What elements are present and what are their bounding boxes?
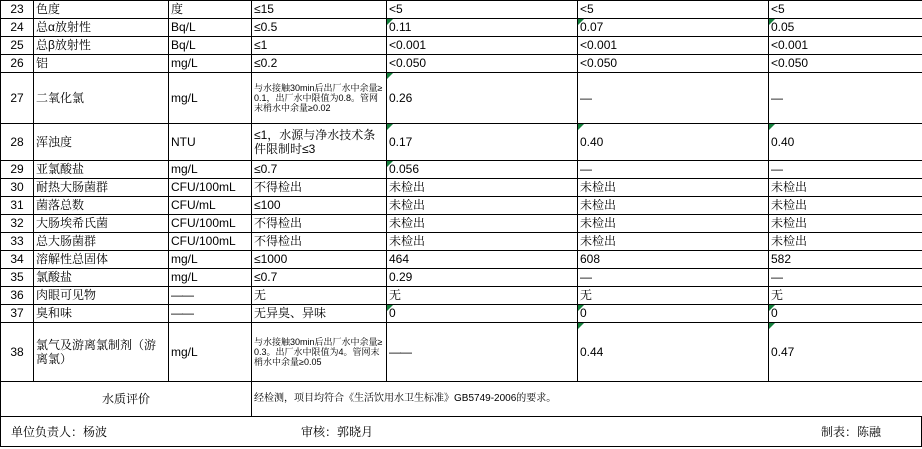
row-unit: CFU/100mL (169, 215, 252, 233)
row-item-name: 二氧化氯 (34, 73, 169, 124)
value-text: 608 (580, 252, 601, 267)
value-text: —— (389, 344, 411, 359)
row-number: 30 (1, 179, 34, 197)
table-row (1, 1, 922, 19)
table-row (1, 233, 922, 251)
row-value-plant (387, 1, 578, 19)
cell-flag-icon (387, 305, 393, 311)
row-value-tap (769, 19, 922, 37)
table-row (1, 19, 922, 37)
row-value-network (578, 55, 769, 73)
row-number: 37 (1, 305, 34, 323)
row-unit: Bq/L (169, 19, 252, 37)
row-limit: ≤1，水源与净水技术条件限制时≤3 (252, 124, 387, 161)
table-row (1, 124, 922, 161)
row-value-plant (387, 251, 578, 269)
table-row (1, 73, 922, 124)
row-value-tap (769, 73, 922, 124)
row-item-name: 铝 (34, 55, 169, 73)
row-item-name: 总β放射性 (34, 37, 169, 55)
row-unit: mg/L (169, 73, 252, 124)
row-number: 35 (1, 269, 34, 287)
value-text: 0 (580, 306, 587, 321)
value-text: 0.26 (389, 90, 413, 105)
row-item-name: 溶解性总固体 (34, 251, 169, 269)
cell-flag-icon (578, 124, 584, 130)
report-footer (0, 417, 922, 447)
cell-flag-icon (578, 305, 584, 311)
row-limit: ≤1 (252, 37, 387, 55)
cell-flag-icon (578, 19, 584, 25)
value-text: 0.29 (389, 270, 413, 285)
row-limit: ≤100 (252, 197, 387, 215)
value-text: <0.001 (771, 38, 809, 53)
cell-flag-icon (578, 323, 584, 329)
value-text: <0.050 (580, 56, 618, 71)
row-value-network (578, 305, 769, 323)
row-value-plant (387, 161, 578, 179)
value-text: 未检出 (580, 180, 617, 195)
row-number: 29 (1, 161, 34, 179)
table-row (1, 55, 922, 73)
value-text: <0.050 (771, 56, 809, 71)
row-value-tap (769, 215, 922, 233)
row-number: 28 (1, 124, 34, 161)
row-item-name: 总α放射性 (34, 19, 169, 37)
row-value-tap (769, 37, 922, 55)
evaluation-row (1, 382, 922, 417)
table-row (1, 37, 922, 55)
row-number: 33 (1, 233, 34, 251)
value-text: 0.44 (580, 344, 604, 359)
footer-reviewer: 审核：郭晓月 (301, 425, 374, 439)
row-number: 34 (1, 251, 34, 269)
row-value-network (578, 73, 769, 124)
row-value-network (578, 197, 769, 215)
value-text: <0.050 (389, 56, 427, 71)
footer-unit-head: 单位负责人：杨波 (11, 425, 108, 439)
footer-maker: 制表：陈融 (820, 425, 881, 439)
row-unit: —— (169, 305, 252, 323)
row-number: 27 (1, 73, 34, 124)
row-limit: ≤0.7 (252, 161, 387, 179)
table-row (1, 323, 922, 382)
table-row (1, 269, 922, 287)
row-number: 25 (1, 37, 34, 55)
row-value-tap (769, 179, 922, 197)
row-unit: CFU/100mL (169, 179, 252, 197)
value-text: 无 (771, 288, 784, 303)
value-text: 未检出 (771, 198, 808, 213)
value-text: 未检出 (389, 180, 426, 195)
row-limit: ≤0.5 (252, 19, 387, 37)
row-limit: 无 (252, 287, 387, 305)
cell-flag-icon (769, 19, 775, 25)
row-value-tap (769, 287, 922, 305)
row-item-name: 大肠埃希氏菌 (34, 215, 169, 233)
row-value-tap (769, 269, 922, 287)
row-value-network (578, 215, 769, 233)
row-limit: ≤0.2 (252, 55, 387, 73)
value-text: 0.40 (771, 134, 795, 149)
value-text: <5 (389, 2, 403, 17)
row-value-tap (769, 305, 922, 323)
value-text: — (580, 270, 591, 285)
row-value-plant (387, 179, 578, 197)
row-value-tap (769, 233, 922, 251)
cell-flag-icon (769, 305, 775, 311)
row-value-plant (387, 215, 578, 233)
evaluation-text: 经检测，项目均符合《生活饮用水卫生标准》GB5749-2006的要求。 (252, 382, 922, 417)
row-unit: mg/L (169, 269, 252, 287)
row-value-network (578, 179, 769, 197)
value-text: 未检出 (389, 234, 426, 249)
row-value-network (578, 287, 769, 305)
cell-flag-icon (769, 124, 775, 130)
value-text: — (771, 162, 782, 177)
row-value-tap (769, 197, 922, 215)
row-value-tap (769, 1, 922, 19)
row-value-network (578, 251, 769, 269)
cell-flag-icon (387, 124, 393, 130)
row-item-name: 氯气及游离氯制剂（游离氯） (34, 323, 169, 382)
row-item-name: 浑浊度 (34, 124, 169, 161)
row-item-name: 亚氯酸盐 (34, 161, 169, 179)
row-value-tap (769, 124, 922, 161)
value-text: 0 (771, 306, 778, 321)
value-text: 无 (389, 288, 402, 303)
row-number: 38 (1, 323, 34, 382)
row-value-plant (387, 37, 578, 55)
value-text: 未检出 (580, 216, 617, 231)
row-value-plant (387, 197, 578, 215)
row-limit: 不得检出 (252, 233, 387, 251)
value-text: 464 (389, 252, 410, 267)
value-text: 0.07 (580, 20, 604, 35)
value-text: <5 (580, 2, 594, 17)
row-limit: 不得检出 (252, 215, 387, 233)
row-value-plant (387, 269, 578, 287)
row-unit: —— (169, 287, 252, 305)
table-row (1, 197, 922, 215)
row-item-name: 菌落总数 (34, 197, 169, 215)
value-text: 582 (771, 252, 792, 267)
table-row (1, 287, 922, 305)
value-text: 未检出 (580, 234, 617, 249)
row-value-plant (387, 323, 578, 382)
row-value-network (578, 323, 769, 382)
cell-flag-icon (387, 161, 393, 167)
row-unit: 度 (169, 1, 252, 19)
value-text: 0 (389, 306, 396, 321)
value-text: 0.40 (580, 134, 604, 149)
value-text: 0.47 (771, 344, 795, 359)
value-text: — (580, 162, 591, 177)
row-value-tap (769, 323, 922, 382)
cell-flag-icon (387, 19, 393, 25)
row-value-network (578, 1, 769, 19)
value-text: 0.05 (771, 20, 795, 35)
row-number: 23 (1, 1, 34, 19)
row-value-network (578, 269, 769, 287)
value-text: <5 (771, 2, 785, 17)
row-value-network (578, 124, 769, 161)
value-text: 0.056 (389, 162, 420, 177)
value-text: 无 (580, 288, 593, 303)
row-unit: CFU/mL (169, 197, 252, 215)
row-unit: mg/L (169, 323, 252, 382)
value-text: — (771, 90, 782, 105)
row-number: 24 (1, 19, 34, 37)
row-value-plant (387, 233, 578, 251)
row-value-network (578, 37, 769, 55)
row-value-plant (387, 55, 578, 73)
row-limit: 无异臭、异味 (252, 305, 387, 323)
row-unit: NTU (169, 124, 252, 161)
row-number: 32 (1, 215, 34, 233)
value-text: 未检出 (771, 234, 808, 249)
value-text: 未检出 (389, 216, 426, 231)
row-value-plant (387, 305, 578, 323)
cell-flag-icon (387, 73, 393, 79)
value-text: 未检出 (389, 198, 426, 213)
table-body (1, 1, 922, 417)
row-value-tap (769, 161, 922, 179)
row-value-tap (769, 251, 922, 269)
row-unit: Bq/L (169, 37, 252, 55)
value-text: 未检出 (771, 180, 808, 195)
row-limit: 不得检出 (252, 179, 387, 197)
table-row (1, 251, 922, 269)
row-item-name: 总大肠菌群 (34, 233, 169, 251)
row-number: 31 (1, 197, 34, 215)
value-text: 0.11 (389, 20, 412, 35)
value-text: — (580, 90, 591, 105)
row-unit: mg/L (169, 161, 252, 179)
value-text: 0.17 (389, 134, 413, 149)
row-limit (252, 73, 387, 124)
row-value-plant (387, 287, 578, 305)
row-value-network (578, 19, 769, 37)
table-row (1, 305, 922, 323)
row-limit (252, 323, 387, 382)
row-value-network (578, 233, 769, 251)
row-item-name: 氯酸盐 (34, 269, 169, 287)
row-value-plant (387, 73, 578, 124)
table-row (1, 179, 922, 197)
row-number: 36 (1, 287, 34, 305)
value-text: 未检出 (580, 198, 617, 213)
table-row (1, 161, 922, 179)
row-item-name: 色度 (34, 1, 169, 19)
value-text: — (771, 270, 782, 285)
value-text: 未检出 (771, 216, 808, 231)
table-row (1, 215, 922, 233)
row-limit: ≤1000 (252, 251, 387, 269)
cell-flag-icon (769, 323, 775, 329)
value-text: <0.001 (580, 38, 618, 53)
row-unit: mg/L (169, 55, 252, 73)
value-text: <0.001 (389, 38, 427, 53)
row-item-name: 臭和味 (34, 305, 169, 323)
row-unit: CFU/100mL (169, 233, 252, 251)
row-item-name: 耐热大肠菌群 (34, 179, 169, 197)
limit-note: 与水接触30min后出厂水中余量≥0.1，出厂水中限值为0.8。管网末梢水中余量≥0.02 (254, 82, 383, 114)
row-limit: ≤15 (252, 1, 387, 19)
row-value-tap (769, 55, 922, 73)
evaluation-label: 水质评价 (1, 382, 252, 417)
row-limit: ≤0.7 (252, 269, 387, 287)
row-value-network (578, 161, 769, 179)
row-value-plant (387, 124, 578, 161)
row-number: 26 (1, 55, 34, 73)
limit-note: 与水接触30min后出厂水中余量≥0.3。出厂水中限值为4。管网末梢水中余量≥0.05 (254, 336, 383, 368)
row-unit: mg/L (169, 251, 252, 269)
row-value-plant (387, 19, 578, 37)
row-item-name: 肉眼可见物 (34, 287, 169, 305)
